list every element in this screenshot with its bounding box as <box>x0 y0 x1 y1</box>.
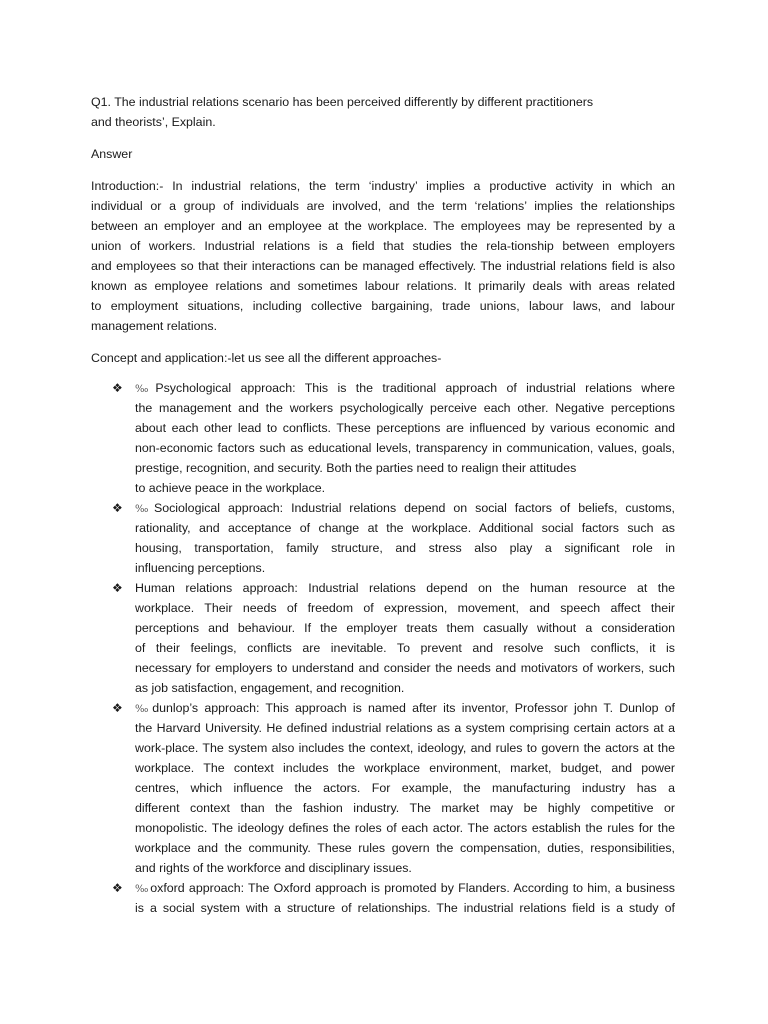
list-item-line: Human relations approach: Industrial relations depend on the human resource at the <box>135 581 675 595</box>
approaches-list <box>91 378 675 918</box>
document-page <box>91 92 675 930</box>
list-item-line: work-place. The system also includes the context, ideology, and rules to govern the actors at the <box>135 741 675 755</box>
intro-line: individual or a group of individuals are involved, and the term ‘relations’ implies the relationships <box>91 199 675 213</box>
list-item-line: is a social system with a structure of relationships. The industrial relations field is a study of <box>135 901 675 915</box>
diamond-bullet-icon: ❖ <box>112 881 123 895</box>
list-item-line: prestige, recognition, and security. Both the parties need to realign their attitudes <box>135 461 577 475</box>
list-item-line: workplace. Their needs of freedom of expression, movement, and speech affect their <box>135 601 675 615</box>
list-item-line: about each other lead to conflicts. These perceptions are influenced by various economic and <box>135 421 675 435</box>
question-line: and theorists’, Explain. <box>91 115 216 129</box>
list-item-line: monopolistic. The ideology defines the roles of each actor. The actors establish the rules for the <box>135 821 675 835</box>
diamond-bullet-icon: ❖ <box>112 581 123 595</box>
diamond-bullet-icon: ❖ <box>112 501 123 515</box>
list-item-line: workplace and the community. These rules govern the compensation, duties, responsibilities, <box>135 841 675 855</box>
list-item-oxford <box>91 878 675 918</box>
list-item-line: ‰Psychological approach: This is the traditional approach of industrial relations where <box>135 381 675 395</box>
introduction-paragraph <box>91 176 675 336</box>
list-item-line: and rights of the workforce and disciplinary issues. <box>135 861 412 875</box>
list-item-line: ‰dunlop’s approach: This approach is named after its inventor, Professor john T. Dunlop of <box>135 701 675 715</box>
glyph-icon: ‰ <box>135 704 152 715</box>
intro-line: Introduction:- In industrial relations, the term ‘industry’ implies a productive activity in which an <box>91 179 675 193</box>
list-item-line: as job satisfaction, engagement, and recognition. <box>135 681 405 695</box>
intro-line: known as employee relations and sometimes labour relations. It primarily deals with areas related <box>91 279 675 293</box>
diamond-bullet-icon: ❖ <box>112 381 123 395</box>
concept-heading: Concept and application:-let us see all the different approaches- <box>91 351 442 365</box>
list-item-line: ‰oxford approach: The Oxford approach is promoted by Flanders. According to him, a business <box>135 881 675 895</box>
answer-heading: Answer <box>91 147 133 161</box>
list-item-line: necessary for employers to understand and consider the needs and motivators of workers, such <box>135 661 675 675</box>
list-item-line: ‰Sociological approach: Industrial relations depend on social factors of beliefs, customs, <box>135 501 675 515</box>
intro-line: management relations. <box>91 319 218 333</box>
list-item-sociological <box>91 498 675 578</box>
intro-line: union of workers. Industrial relations is a field that studies the rela-tionship between employers <box>91 239 675 253</box>
list-item-psychological <box>91 378 675 498</box>
list-item-line: centres, which influence the actors. For example, the manufacturing industry has a <box>135 781 675 795</box>
intro-line: and employees so that their interactions can be managed effectively. The industrial relations field is also <box>91 259 675 273</box>
list-item-line: to achieve peace in the workplace. <box>135 481 326 495</box>
list-item-line: housing, transportation, family structure, and stress also play a significant role in <box>135 541 675 555</box>
list-item-line: workplace. The context includes the workplace environment, market, budget, and power <box>135 761 675 775</box>
question-line: Q1. The industrial relations scenario has been perceived differently by different practitioners <box>91 95 594 109</box>
list-item-line: non-economic factors such as educational levels, transparency in communication, values, goals, <box>135 441 675 455</box>
question <box>91 92 675 132</box>
list-item-line: the management and the workers psychologically perceive each other. Negative perceptions <box>135 401 675 415</box>
glyph-icon: ‰ <box>135 384 155 395</box>
list-item-line: the Harvard University. He defined industrial relations as a system comprising certain actors at a <box>135 721 675 735</box>
list-item-line: of their feelings, conflicts are inevitable. To prevent and resolve such conflicts, it is <box>135 641 675 655</box>
list-item-dunlop <box>91 698 675 878</box>
list-item-line: influencing perceptions. <box>135 561 266 575</box>
list-item-line: different context than the fashion industry. The market may be highly competitive or <box>135 801 675 815</box>
glyph-icon: ‰ <box>135 504 153 515</box>
diamond-bullet-icon: ❖ <box>112 701 123 715</box>
intro-line: to employment situations, including collective bargaining, trade unions, labour laws, and labour <box>91 299 675 313</box>
intro-line: between an employer and an employee at the workplace. The employees may be represented by a <box>91 219 675 233</box>
list-item-line: rationality, and acceptance of change at the workplace. Additional social factors such as <box>135 521 675 535</box>
list-item-line: perceptions and behaviour. If the employer treats them casually without a consideration <box>135 621 675 635</box>
glyph-icon: ‰ <box>135 884 150 895</box>
list-item-human-relations <box>91 578 675 698</box>
